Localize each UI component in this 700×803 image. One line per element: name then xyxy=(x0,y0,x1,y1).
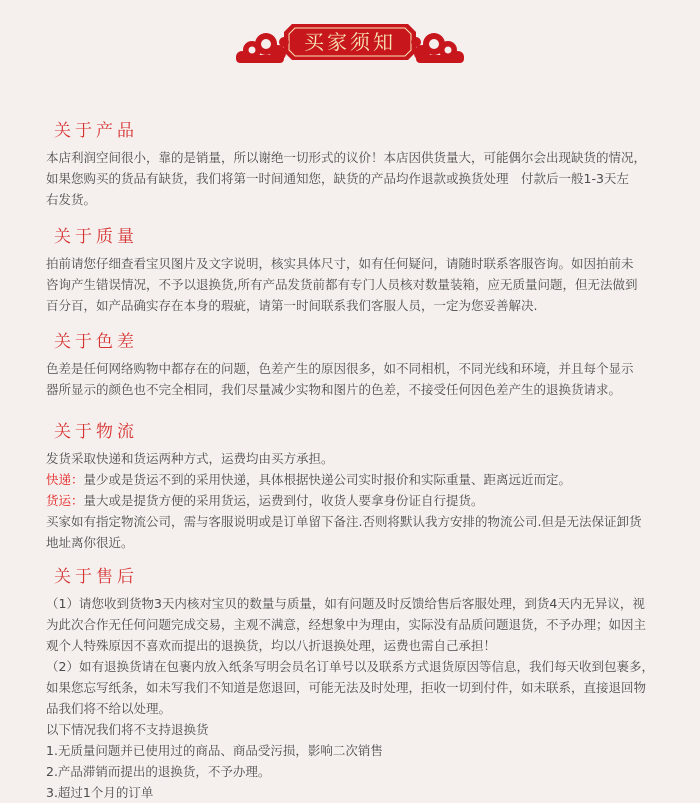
freight-text: 量大或是提货方便的采用货运，运费到付，收货人要拿身份证自行提货。 xyxy=(83,493,484,508)
section-logistics xyxy=(46,417,686,553)
paragraph-line: 买家如有指定物流公司，需与客服说明或是订单留下备注.否则将默认我方安排的物流公司.但是无法保证卸货 xyxy=(46,514,642,529)
page-title: 买家须知 xyxy=(304,30,396,54)
paragraph-line: 品我们将不给以处理。 xyxy=(46,701,172,716)
paragraph-line: （2）如有退换货请在包裹内放入纸条写明会员名订单号以及联系方式退货原因等信息，我们每天收到包裹多， xyxy=(46,659,654,674)
paragraph-line: 本店利润空间很小，靠的是销量，所以谢绝一切形式的议价！本店因供货量大，可能偶尔会出现缺货的情况， xyxy=(46,150,647,165)
paragraph-line: 3.超过1个月的订单 xyxy=(46,785,154,800)
paragraph-line: （1）请您收到货物3天内核对宝贝的数量与质量，如有问题及时反馈给售后客服处理，到货4天内无异议，视 xyxy=(46,596,645,611)
paragraph-line: 2.产品滞销而提出的退换货，不予办理。 xyxy=(46,764,271,779)
section-heading: 关于产品 xyxy=(54,121,138,141)
paragraph-line: 咨询产生错误情况，不予以退换货,所有产品发货前都有专门人员核对数量装箱，应无质量问题，但无法做到 xyxy=(46,277,638,292)
paragraph-line: 如果您忘写纸条，如未写我们不知道是您退回，可能无法及时处理，拒收一切到付件，如未联系，直接退回物 xyxy=(46,680,647,695)
paragraph-line: 地址离你很近。 xyxy=(46,535,134,550)
express-text: 量少或是货运不到的采用快递，具体根据快递公司实时报价和实际重量、距离远近而定。 xyxy=(83,472,572,487)
section-heading: 关于售后 xyxy=(54,567,138,587)
section-color-difference xyxy=(46,327,686,400)
section-quality xyxy=(46,222,686,316)
paragraph-line: 拍前请您仔细查看宝贝图片及文字说明，核实具体尺寸，如有任何疑问，请随时联系客服咨询。如因拍前未 xyxy=(46,256,634,271)
paragraph-line: 器所显示的颜色也不完全相同，我们尽量减少实物和图片的色差，不接受任何因色差产生的退换货请求。 xyxy=(46,382,622,397)
paragraph-line: 如果您购买的货品有缺货，我们将第一时间通知您，缺货的产品均作退款或换货处理 付款后一般1-3天左 xyxy=(46,171,629,186)
section-heading: 关于色差 xyxy=(54,332,138,352)
paragraph-line: 色差是任何网络购物中都存在的问题，色差产生的原因很多，如不同相机，不同光线和环境，并且每个显示 xyxy=(46,361,634,376)
freight-line xyxy=(46,490,686,511)
section-heading: 关于质量 xyxy=(54,227,138,247)
paragraph-line: 观个人特殊原因不喜欢而提出的退换货，均以八折退换处理，运费也需自己承担！ xyxy=(46,638,497,653)
paragraph-line: 右发货。 xyxy=(46,192,97,207)
paragraph-line: 百分百，如产品确实存在本身的瑕疵，请第一时间联系我们客服人员，一定为您妥善解决. xyxy=(46,298,538,313)
paragraph-line: 1.无质量问题并已使用过的商品、商品受污损，影响二次销售 xyxy=(46,743,383,758)
section-product xyxy=(46,116,686,210)
express-label: 快递： xyxy=(46,472,84,487)
paragraph-line: 为此次合作无任何问题完成交易，主观不满意，经想象中为理由，实际没有品质问题退货，不予办理；如因主 xyxy=(46,617,647,632)
right-cloud-ornament xyxy=(414,33,464,63)
freight-label: 货运： xyxy=(46,493,84,508)
paragraph-line: 以下情况我们将不支持退换货 xyxy=(46,722,209,737)
section-heading: 关于物流 xyxy=(54,422,138,442)
express-line xyxy=(46,469,686,490)
left-cloud-ornament xyxy=(236,33,286,63)
paragraph-line: 发货采取快递和货运两种方式，运费均由买方承担。 xyxy=(46,451,334,466)
section-after-sale xyxy=(46,562,686,803)
